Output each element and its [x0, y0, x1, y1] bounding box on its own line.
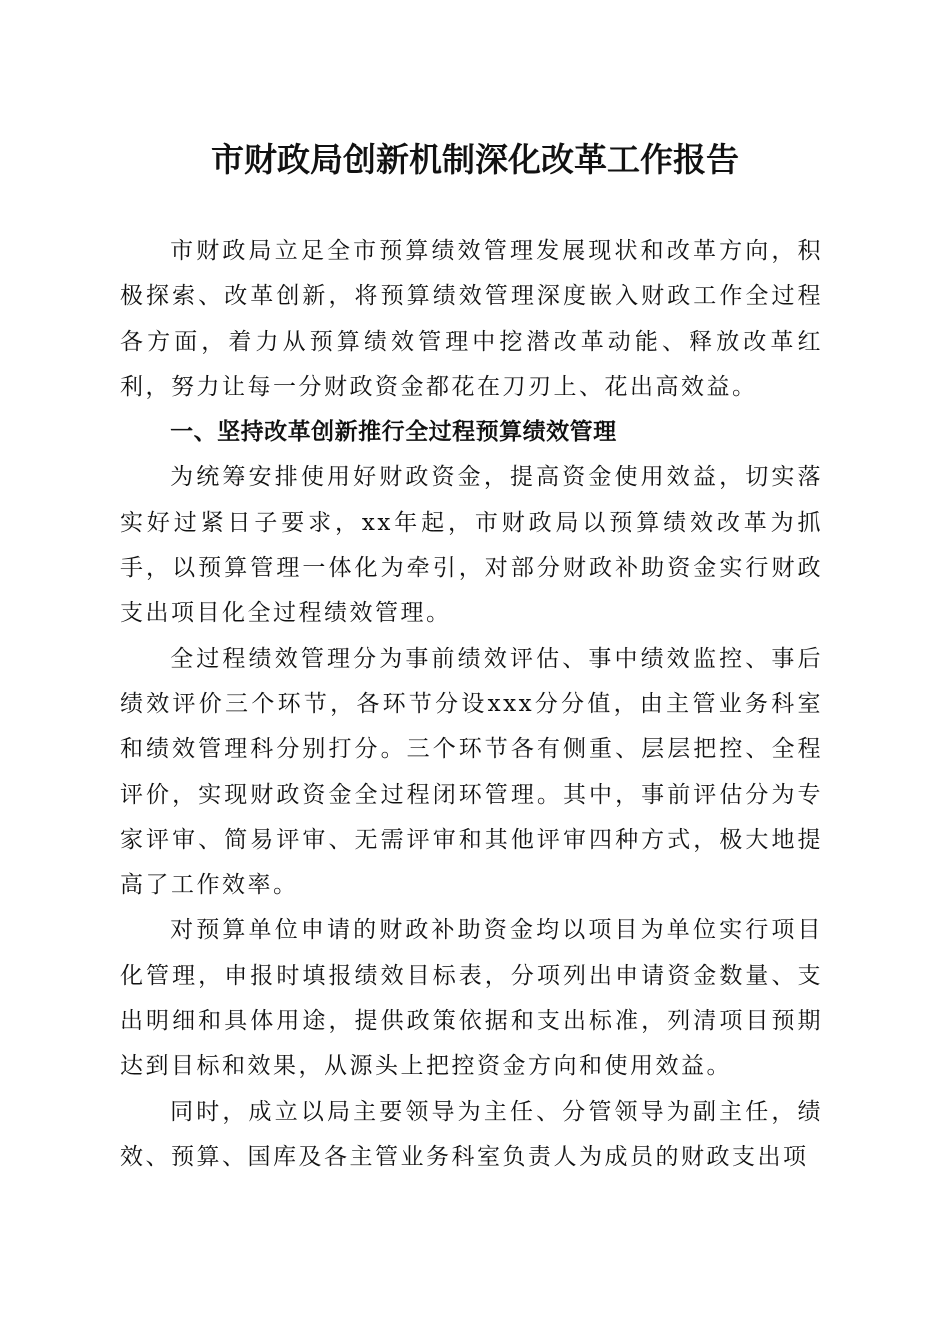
- paragraph-3: 全过程绩效管理分为事前绩效评估、事中绩效监控、事后绩效评价三个环节，各环节分设xxx分分值，由主管业务科室和绩效管理科分别打分。三个环节各有侧重、层层把控、全程评价，实现财政资金全过程闭环管理。其中，事前评估分为专家评审、简易评审、无需评审和其他评审四种方式，极大地提高了工作效率。: [120, 645, 823, 899]
- document-title: 市财政局创新机制深化改革工作报告: [211, 140, 739, 179]
- document-body: [120, 229, 823, 1180]
- section-heading-1: 一、坚持改革创新推行全过程预算绩效管理: [170, 419, 617, 446]
- paragraph-2: 为统筹安排使用好财政资金，提高资金使用效益，切实落实好过紧日子要求，xx年起，市财政局以预算绩效改革为抓手，以预算管理一体化为牵引，对部分财政补助资金实行财政支出项目化全过程绩效管理。: [120, 464, 823, 627]
- paragraph-4: 对预算单位申请的财政补助资金均以项目为单位实行项目化管理，申报时填报绩效目标表，分项列出申请资金数量、支出明细和具体用途，提供政策依据和支出标准，列清项目预期达到目标和效果，从源头上把控资金方向和使用效益。: [120, 917, 823, 1080]
- paragraph-intro: 市财政局立足全市预算绩效管理发展现状和改革方向，积极探索、改革创新，将预算绩效管理深度嵌入财政工作全过程各方面，着力从预算绩效管理中挖潜改革动能、释放改革红利，努力让每一分财政资金都花在刀刃上、花出高效益。: [120, 238, 823, 400]
- paragraph-5: 同时，成立以局主要领导为主任、分管领导为副主任，绩效、预算、国库及各主管业务科室负责人为成员的财政支出项: [120, 1098, 823, 1170]
